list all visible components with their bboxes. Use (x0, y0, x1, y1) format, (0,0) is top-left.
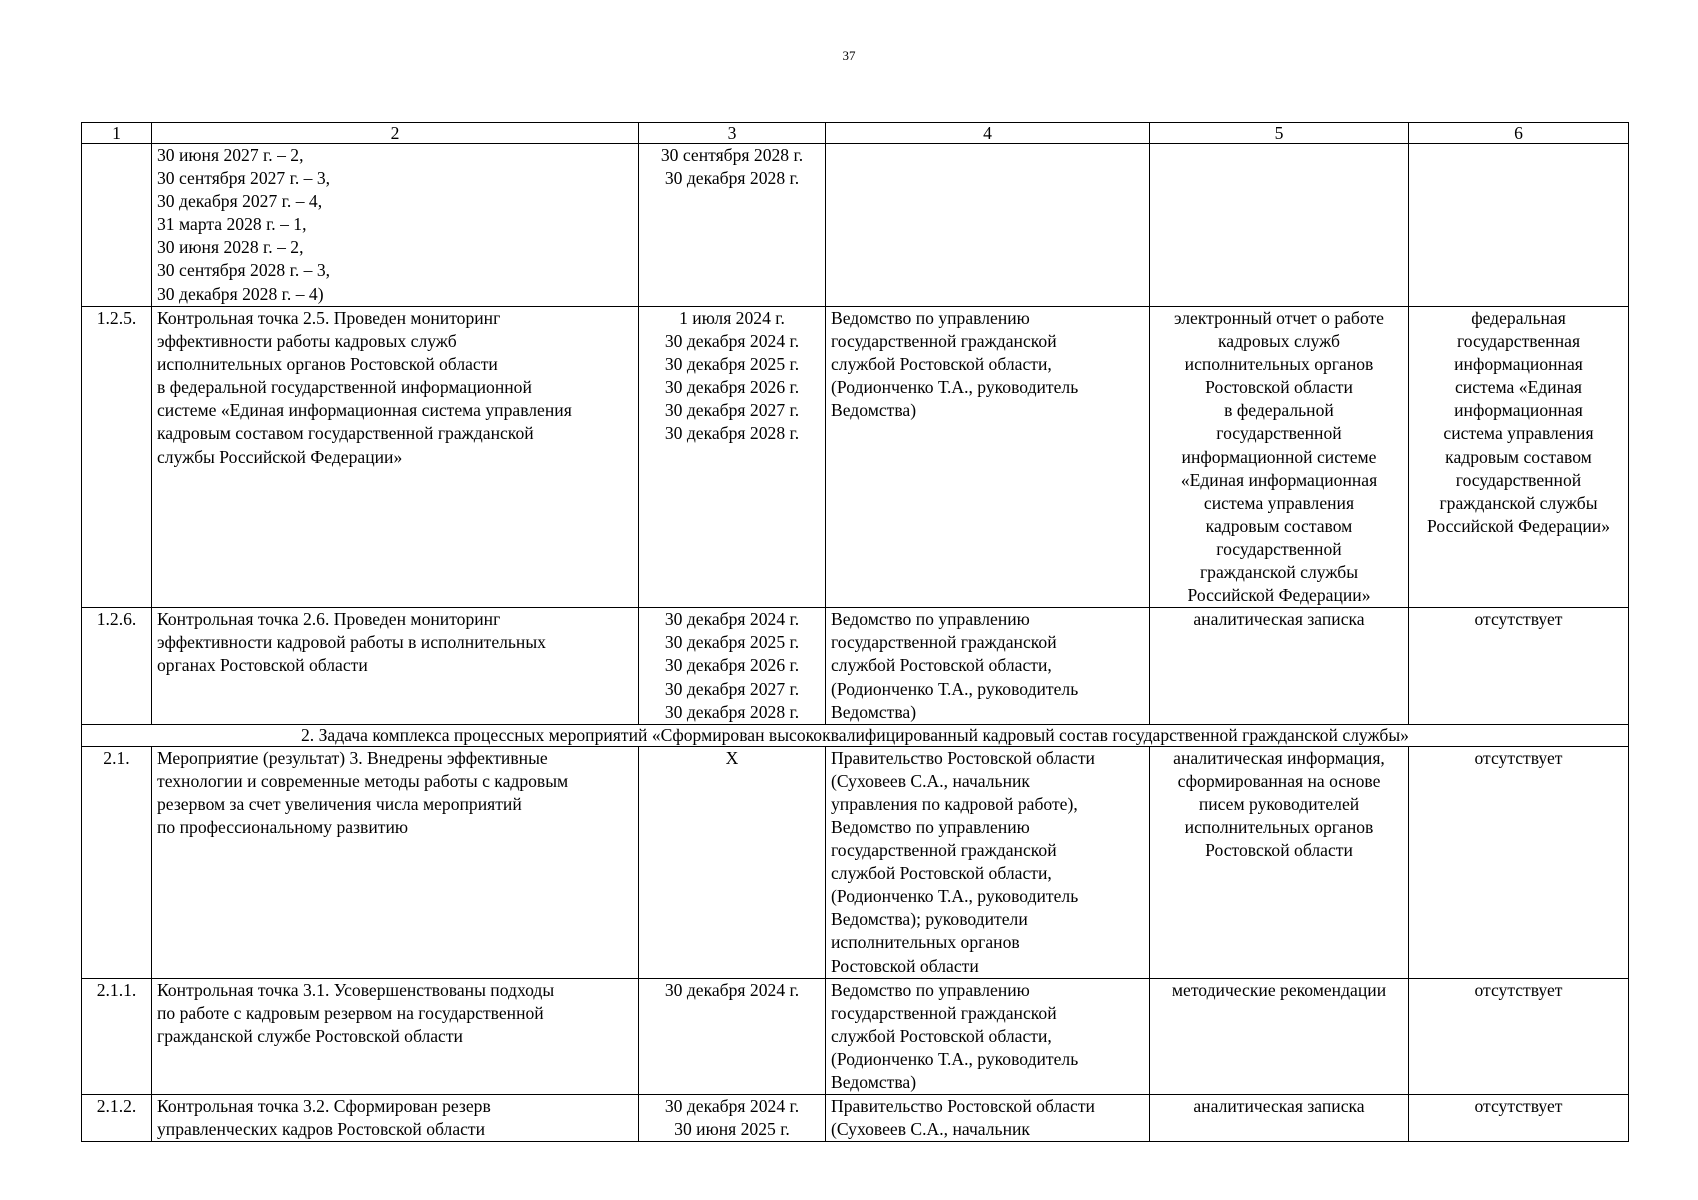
row-responsible (826, 144, 1150, 307)
row-system: отсутствует (1409, 978, 1629, 1094)
header-cell: 1 (82, 123, 152, 144)
row-document: аналитическая записка (1150, 608, 1409, 724)
header-cell: 4 (826, 123, 1150, 144)
row-system (1409, 144, 1629, 307)
row-document: методические рекомендации (1150, 978, 1409, 1094)
row-responsible: Ведомство по управлению государственной гражданской службой Ростовской области, (Родионченко Т.А., руководитель Ведомства) (826, 307, 1150, 608)
row-system: отсутствует (1409, 1095, 1629, 1142)
section-row (82, 724, 1629, 746)
header-cell: 6 (1409, 123, 1629, 144)
row-description: Контрольная точка 3.1. Усовершенствованы подходы по работе с кадровым резервом на государственной гражданской службе Ростовской области (152, 978, 639, 1094)
row-responsible: Правительство Ростовской области (Суховеев С.А., начальник (826, 1095, 1150, 1142)
row-description: Контрольная точка 2.5. Проведен мониторинг эффективности работы кадровых служб исполнительных органов Ростовской области в федеральной государственной информационной системе «Единая информационная система управления кадровым составом государственной гражданской службы Российской Федерации» (152, 307, 639, 608)
row-description: Контрольная точка 2.6. Проведен мониторинг эффективности кадровой работы в исполнительных органах Ростовской области (152, 608, 639, 724)
page-number: 37 (842, 48, 856, 63)
row-description: 30 июня 2027 г. – 2, 30 сентября 2027 г. – 3, 30 декабря 2027 г. – 4, 31 марта 2028 г. – 1, 30 июня 2028 г. – 2, 30 сентября 2028 г. – 3, 30 декабря 2028 г. – 4) (152, 144, 639, 307)
row-number: 2.1.1. (82, 978, 152, 1094)
row-number: 1.2.5. (82, 307, 152, 608)
row-number: 2.1.2. (82, 1095, 152, 1142)
table-row (82, 746, 1629, 978)
row-document: аналитическая записка (1150, 1095, 1409, 1142)
table-row (82, 978, 1629, 1094)
row-responsible: Ведомство по управлению государственной гражданской службой Ростовской области, (Родионченко Т.А., руководитель Ведомства) (826, 608, 1150, 724)
row-description: Контрольная точка 3.2. Сформирован резерв управленческих кадров Ростовской области (152, 1095, 639, 1142)
row-document (1150, 144, 1409, 307)
row-responsible: Ведомство по управлению государственной гражданской службой Ростовской области, (Родионченко Т.А., руководитель Ведомства) (826, 978, 1150, 1094)
row-dates: 30 декабря 2024 г. 30 декабря 2025 г. 30 декабря 2026 г. 30 декабря 2027 г. 30 декабря 2028 г. (639, 608, 826, 724)
row-number: 1.2.6. (82, 608, 152, 724)
row-dates: 30 декабря 2024 г. 30 июня 2025 г. (639, 1095, 826, 1142)
row-system: федеральная государственная информационная система «Единая информационная система управления кадровым составом государственной гражданской службы Российской Федерации» (1409, 307, 1629, 608)
row-document: аналитическая информация, сформированная на основе писем руководителей исполнительных органов Ростовской области (1150, 746, 1409, 978)
header-cell: 2 (152, 123, 639, 144)
row-description: Мероприятие (результат) 3. Внедрены эффективные технологии и современные методы работы с кадровым резервом за счет увеличения числа мероприятий по профессиональному развитию (152, 746, 639, 978)
header-cell: 5 (1150, 123, 1409, 144)
table-row (82, 307, 1629, 608)
row-dates: 30 сентября 2028 г. 30 декабря 2028 г. (639, 144, 826, 307)
header-cell: 3 (639, 123, 826, 144)
table-row (82, 1095, 1629, 1142)
row-system: отсутствует (1409, 608, 1629, 724)
section-title: 2. Задача комплекса процессных мероприятий «Сформирован высококвалифицированный кадровый состав государственной гражданской службы» (82, 724, 1629, 746)
row-dates: X (639, 746, 826, 978)
row-dates: 30 декабря 2024 г. (639, 978, 826, 1094)
table-row (82, 144, 1629, 307)
row-number (82, 144, 152, 307)
row-document: электронный отчет о работе кадровых служб исполнительных органов Ростовской области в федеральной государственной информационной системе «Единая информационная система управления кадровым составом государственной гражданской службы Российской Федерации» (1150, 307, 1409, 608)
row-dates: 1 июля 2024 г. 30 декабря 2024 г. 30 декабря 2025 г. 30 декабря 2026 г. 30 декабря 2027 г. 30 декабря 2028 г. (639, 307, 826, 608)
row-system: отсутствует (1409, 746, 1629, 978)
header-row (82, 123, 1629, 144)
table-row (82, 608, 1629, 724)
row-responsible: Правительство Ростовской области (Суховеев С.А., начальник управления по кадровой работе), Ведомство по управлению государственной гражданской службой Ростовской области, (Родионченко Т.А., руководитель Ведомства); руководители исполнительных органов Ростовской области (826, 746, 1150, 978)
row-number: 2.1. (82, 746, 152, 978)
plan-table (81, 122, 1629, 1142)
